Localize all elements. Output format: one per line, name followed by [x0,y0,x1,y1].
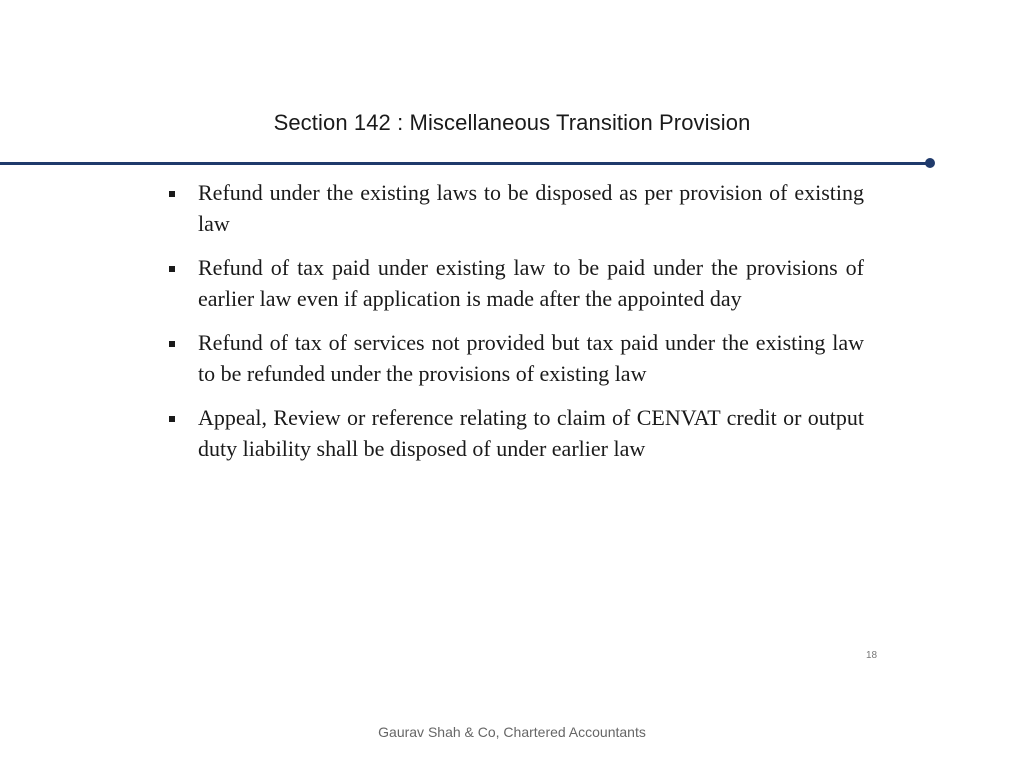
bullet-text: Refund of tax of services not provided but tax paid under the existing law to be refunded under the provisions of existing law [198,330,864,386]
divider-end-dot-icon [925,158,935,168]
title-divider-line [0,162,930,165]
page-number: 18 [866,650,878,661]
bullet-text: Refund of tax paid under existing law to be paid under the provisions of earlier law even if application is made after the appointed day [198,255,864,311]
square-bullet-icon [169,266,175,272]
bullet-item [160,403,864,464]
bullet-text: Appeal, Review or reference relating to claim of CENVAT credit or output duty liability shall be disposed of under earlier law [198,405,864,461]
slide-title: Section 142 : Miscellaneous Transition Provision [273,110,751,135]
bullet-item [160,328,864,389]
bullet-item [160,253,864,314]
bullet-list [160,178,864,478]
square-bullet-icon [169,416,175,422]
footer-text: Gaurav Shah & Co, Chartered Accountants [378,724,646,740]
square-bullet-icon [169,341,175,347]
bullet-text: Refund under the existing laws to be disposed as per provision of existing law [198,180,864,236]
square-bullet-icon [169,191,175,197]
bullet-item [160,178,864,239]
